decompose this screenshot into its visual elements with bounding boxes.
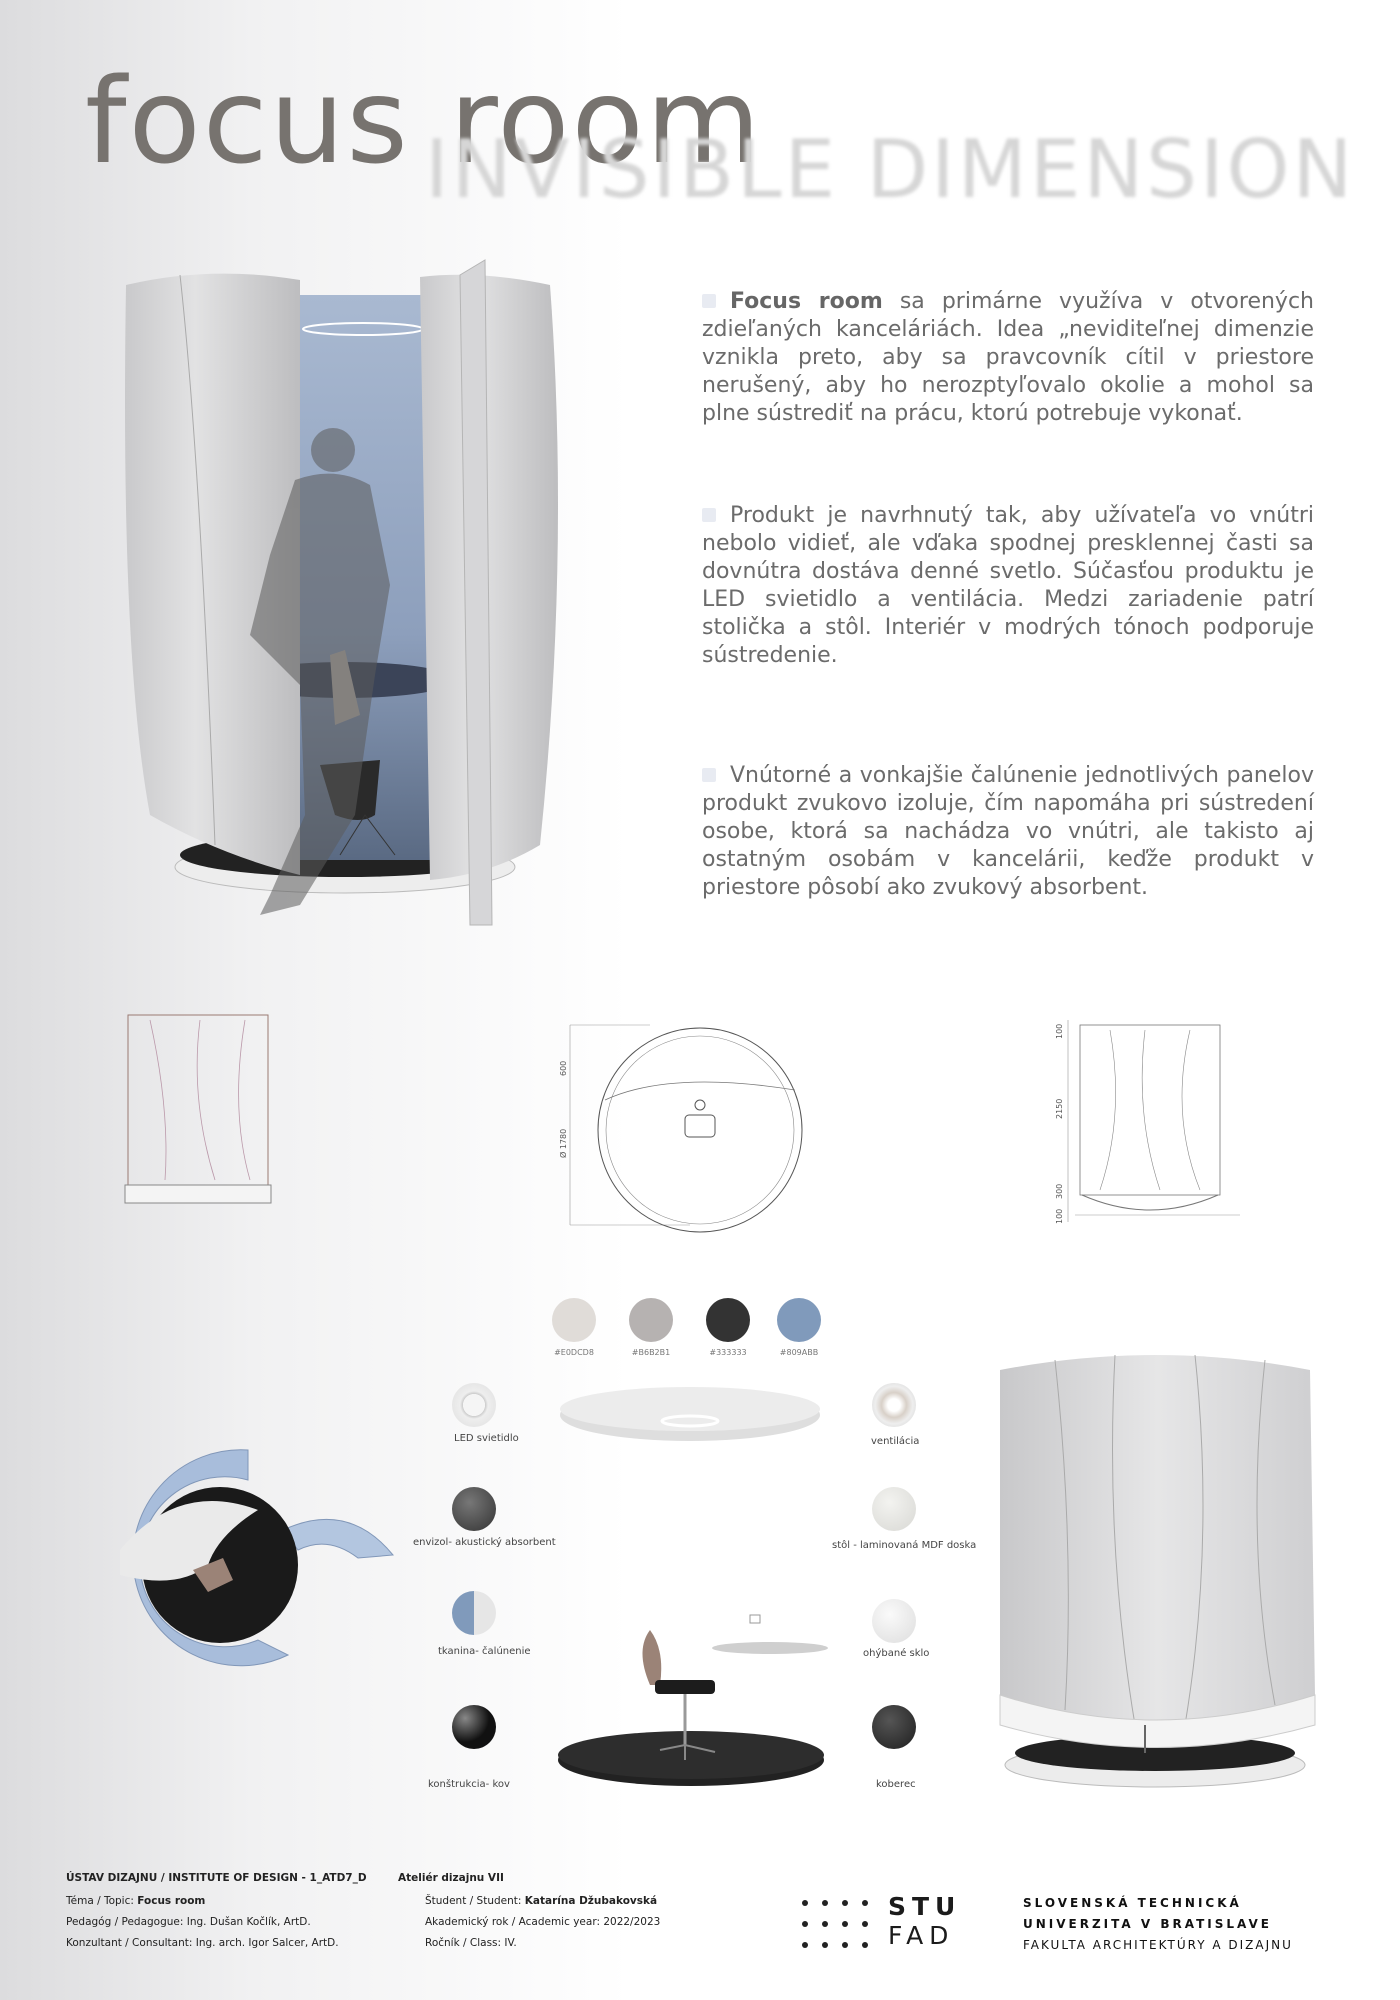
swatch-label: #E0DCD8 <box>554 1348 594 1357</box>
logo-fad: FAD <box>888 1921 955 1950</box>
bullet-icon <box>702 508 716 522</box>
led-light-icon <box>452 1383 496 1427</box>
footer-class-row <box>425 1937 517 1949</box>
bullet-icon <box>702 294 716 308</box>
footer-institute: ÚSTAV DIZAJNU / INSTITUTE OF DESIGN - 1_ATD7_D <box>66 1872 367 1884</box>
table-material-icon <box>872 1487 916 1531</box>
dim-label: Ø 1780 <box>559 1128 568 1158</box>
bullet-icon <box>702 768 716 782</box>
fabric-icon <box>452 1591 496 1635</box>
booth-render <box>120 255 580 935</box>
footer-topic: Focus room <box>137 1895 206 1907</box>
paragraph-text: sa primárne využíva v otvorených zdieľaných kanceláriách. Idea „neviditeľnej dimenzie vznikla preto, aby sa pravcovník cítil v priestore nerušený, aby ho nerozptyľovalo okolie a mohol sa plne sústrediť na prácu, ktorú potrebuje vykonať. <box>702 289 1314 426</box>
footer-student-row <box>425 1895 657 1907</box>
dim-label: 100 <box>1055 1208 1064 1224</box>
ventilation-icon <box>872 1383 916 1427</box>
footer-class: IV. <box>504 1937 517 1949</box>
material-label: LED svietidlo <box>454 1433 519 1444</box>
material-label: konštrukcia- kov <box>428 1779 510 1790</box>
material-label: stôl - laminovaná MDF doska <box>832 1540 977 1551</box>
logo-stu: STU <box>888 1892 962 1921</box>
acoustic-paragraph <box>702 762 1314 902</box>
material-label: ventilácia <box>871 1436 920 1447</box>
university-line-3: FAKULTA ARCHITEKTÚRY A DIZAJNU <box>1023 1938 1293 1952</box>
footer-topic-label: Téma / Topic: <box>66 1895 134 1907</box>
swatch-label: #B6B2B1 <box>631 1348 671 1357</box>
page-title: focus room <box>85 52 763 190</box>
dim-label: 300 <box>1055 1183 1064 1199</box>
university-line-1: SLOVENSKÁ TECHNICKÁ <box>1023 1896 1242 1910</box>
material-label: ohýbané sklo <box>863 1648 930 1659</box>
footer-consultant-label: Konzultant / Consultant: <box>66 1937 193 1949</box>
page-subtitle: INVISIBLE DIMENSION <box>425 123 1356 216</box>
floor-plan-drawing <box>560 1020 820 1235</box>
material-label: koberec <box>876 1779 916 1790</box>
side-section-drawing <box>1040 1015 1270 1230</box>
footer-pedagogue-label: Pedagóg / Pedagogue: <box>66 1916 184 1928</box>
product-paragraph <box>702 502 1314 670</box>
paragraph-text: Vnútorné a vonkajšie čalúnenie jednotlivých panelov produkt zvukovo izoluje, čím napomáha pri sústredení osobe, ktorá sa nachádza vo vnútri, ale takisto aj ostatným osobám v kancelárii, keďže produkt v priestore pôsobí ako zvukový absorbent. <box>702 763 1314 900</box>
dim-label: 2150 <box>1055 1098 1064 1119</box>
footer-student: Katarína Džubakovská <box>524 1895 658 1907</box>
swatch-4 <box>777 1298 821 1342</box>
stu-fad-dots-icon <box>800 1898 880 1950</box>
material-label: tkanina- čalúnenie <box>438 1646 531 1657</box>
footer-class-label: Ročník / Class: <box>425 1937 502 1949</box>
footer-pedagogue: Ing. Dušan Kočlík, ArtD. <box>186 1916 311 1928</box>
footer-year-row <box>425 1916 660 1928</box>
carpet-icon <box>872 1705 916 1749</box>
university-line-2: UNIVERZITA V BRATISLAVE <box>1023 1917 1272 1931</box>
swatch-label: #809ABB <box>779 1348 819 1357</box>
dim-label: 600 <box>559 1060 568 1076</box>
top-view-render <box>98 1440 398 1670</box>
swatch-2 <box>629 1298 673 1342</box>
swatch-3 <box>706 1298 750 1342</box>
led-lamp-render <box>555 1385 825 1455</box>
paragraph-lead: Focus room <box>730 289 883 314</box>
metal-frame-icon <box>452 1705 496 1749</box>
swatch-label: #333333 <box>709 1348 747 1357</box>
paragraph-text: Produkt je navrhnutý tak, aby užívateľa vo vnútri nebolo vidieť, ale vďaka spodnej presklennej časti sa dovnútra dostáva denné svetlo. Súčasťou produktu je LED svietidlo a ventilácia. Medzi zariadenie patrí stolička a stôl. Interiér v modrých tónoch podporuje sústredenie. <box>702 503 1314 668</box>
intro-paragraph <box>702 288 1314 428</box>
footer-atelier: Ateliér dizajnu VII <box>398 1872 504 1884</box>
swatch-1 <box>552 1298 596 1342</box>
absorbent-icon <box>452 1487 496 1531</box>
furniture-render <box>555 1610 835 1790</box>
footer-student-label: Študent / Student: <box>425 1895 522 1907</box>
footer-consultant-row <box>66 1937 339 1949</box>
footer-pedagogue-row <box>66 1916 311 1928</box>
footer-year-label: Akademický rok / Academic year: <box>425 1916 600 1928</box>
footer-year: 2022/2023 <box>603 1916 661 1928</box>
material-label: envizol- akustický absorbent <box>413 1537 556 1548</box>
dim-label: 100 <box>1055 1023 1064 1039</box>
front-elevation-drawing <box>120 1010 280 1210</box>
footer-consultant: Ing. arch. Igor Salcer, ArtD. <box>195 1937 339 1949</box>
booth-render-closed <box>995 1345 1325 1790</box>
footer-topic-row <box>66 1895 205 1907</box>
glass-icon <box>872 1599 916 1643</box>
